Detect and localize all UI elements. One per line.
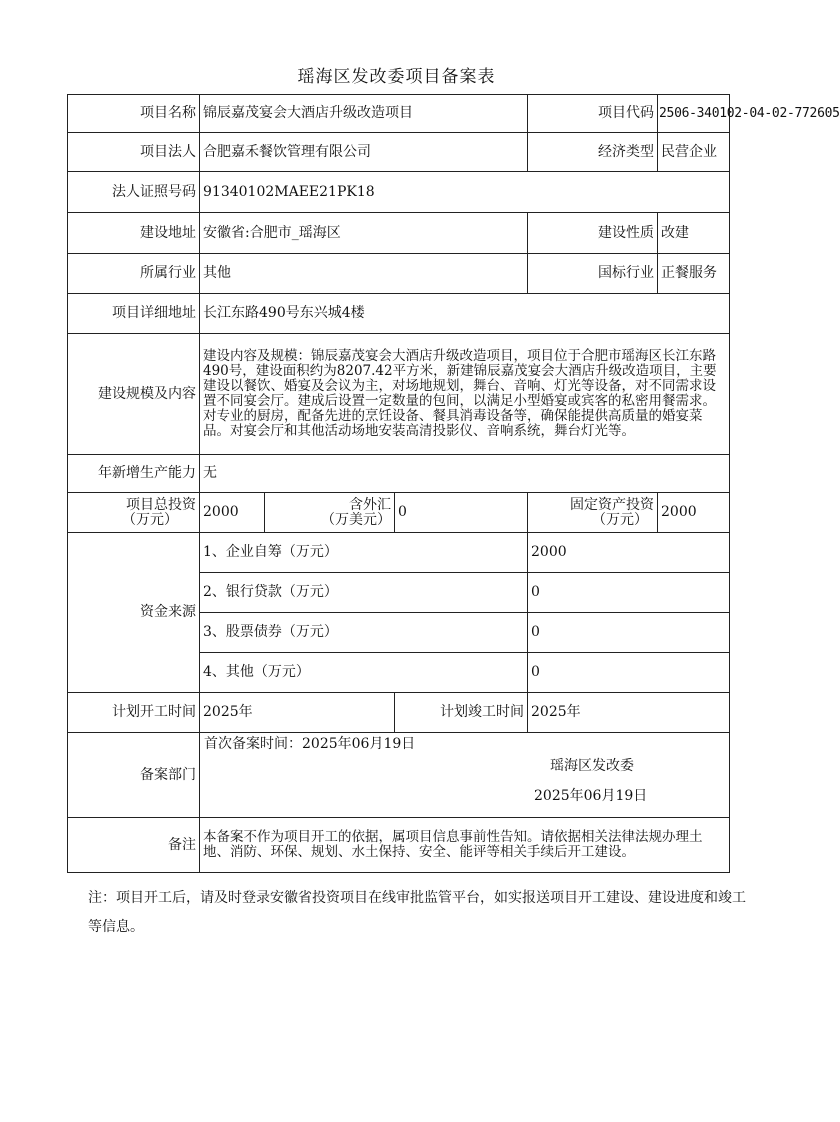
license-value: 91340102MAEE21PK18: [200, 172, 730, 213]
total-invest-value: 2000: [200, 493, 265, 533]
remark-value: 本备案不作为项目开工的依据，属项目信息事前性告知。请依据相关法律法规办理土地、消防、环保、规划、水土保持、安全、能评等相关手续后开工建设。: [200, 818, 730, 873]
foreign-label: [265, 493, 395, 533]
funding-item-label: 4、其他（万元）: [200, 653, 528, 693]
funding-item-label: 2、银行贷款（万元）: [200, 573, 528, 613]
funding-item-label: 1、企业自筹（万元）: [200, 533, 528, 573]
record-department: 瑶海区发改委: [550, 758, 634, 774]
funding-item-value: 0: [528, 613, 730, 653]
funding-item-value: 2000: [528, 533, 730, 573]
location-value: 安徽省:合肥市_瑶海区: [200, 213, 528, 254]
foreign-label-text: 含外汇: [349, 496, 391, 513]
dept-label: 备案部门: [68, 733, 200, 818]
end-label: 计划竣工时间: [395, 693, 528, 733]
industry-value: 其他: [200, 254, 528, 294]
nature-label: 建设性质: [528, 213, 658, 254]
economy-type-value: 民营企业: [658, 133, 730, 172]
form-title: 瑶海区发改委项目备案表: [297, 67, 496, 87]
remark-label: 备注: [68, 818, 200, 873]
record-date: 2025年06月19日: [534, 788, 648, 804]
project-code-label: 项目代码: [528, 95, 658, 133]
address-label: 项目详细地址: [68, 294, 200, 334]
funding-item-value: 0: [528, 573, 730, 613]
address-value: 长江东路490号东兴城4楼: [200, 294, 730, 334]
project-name-value: 锦辰嘉茂宴会大酒店升级改造项目: [200, 95, 528, 133]
foreign-value: 0: [395, 493, 528, 533]
capacity-value: 无: [200, 455, 730, 493]
national-industry-value: 正餐服务: [658, 254, 730, 294]
nature-value: 改建: [658, 213, 730, 254]
legal-entity-value: 合肥嘉禾餐饮管理有限公司: [200, 133, 528, 172]
legal-entity-label: 项目法人: [68, 133, 200, 172]
end-value: 2025年: [528, 693, 730, 733]
start-label: 计划开工时间: [68, 693, 200, 733]
scale-description: 建设内容及规模：锦辰嘉茂宴会大酒店升级改造项目，项目位于合肥市瑶海区长江东路490号，建设面积约为8207.42平方米，新建锦辰嘉茂宴会大酒店升级改造项目，主要建设以餐饮、婚宴及会议为主，对场地规划，舞台、音响、灯光等设备，对不同需求设置不同宴会厅。建成后设置一定数量的包间，以满足小型婚宴或宾客的私密用餐需求。对专业的厨房，配备先进的烹饪设备、餐具消毒设备等，确保能提供高质量的婚宴菜品。对宴会厅和其他活动场地安装高清投影仪、音响系统，舞台灯光等。: [200, 334, 730, 455]
total-invest-label: [68, 493, 200, 533]
fixed-value: 2000: [658, 493, 730, 533]
record-table: [67, 94, 840, 873]
capacity-label: 年新增生产能力: [68, 455, 200, 493]
fixed-label-text: 固定资产投资: [570, 496, 655, 513]
fixed-label: [528, 493, 658, 533]
funding-label: 资金来源: [68, 533, 200, 693]
start-value: 2025年: [200, 693, 395, 733]
funding-item-label: 3、股票债券（万元）: [200, 613, 528, 653]
scale-label: 建设规模及内容: [68, 334, 200, 455]
total-invest-label-text: 项目总投资: [126, 496, 196, 513]
national-industry-label: 国标行业: [528, 254, 658, 294]
project-code-value: 2506-340102-04-02-772605: [658, 95, 730, 133]
funding-item-value: 0: [528, 653, 730, 693]
industry-label: 所属行业: [68, 254, 200, 294]
location-label: 建设地址: [68, 213, 200, 254]
project-name-label: 项目名称: [68, 95, 200, 133]
economy-type-label: 经济类型: [528, 133, 658, 172]
total-invest-unit: （万元）: [122, 511, 178, 528]
dept-cell: [200, 733, 730, 818]
foreign-unit: （万美元）: [321, 511, 391, 528]
fixed-unit: （万元）: [592, 511, 649, 528]
first-record-time: 首次备案时间：2025年06月19日: [204, 736, 416, 752]
license-label: 法人证照号码: [68, 172, 200, 213]
footnote: 注：项目开工后，请及时登录安徽省投资项目在线审批监管平台，如实报送项目开工建设、建设进度和竣工等信息。: [88, 890, 746, 935]
